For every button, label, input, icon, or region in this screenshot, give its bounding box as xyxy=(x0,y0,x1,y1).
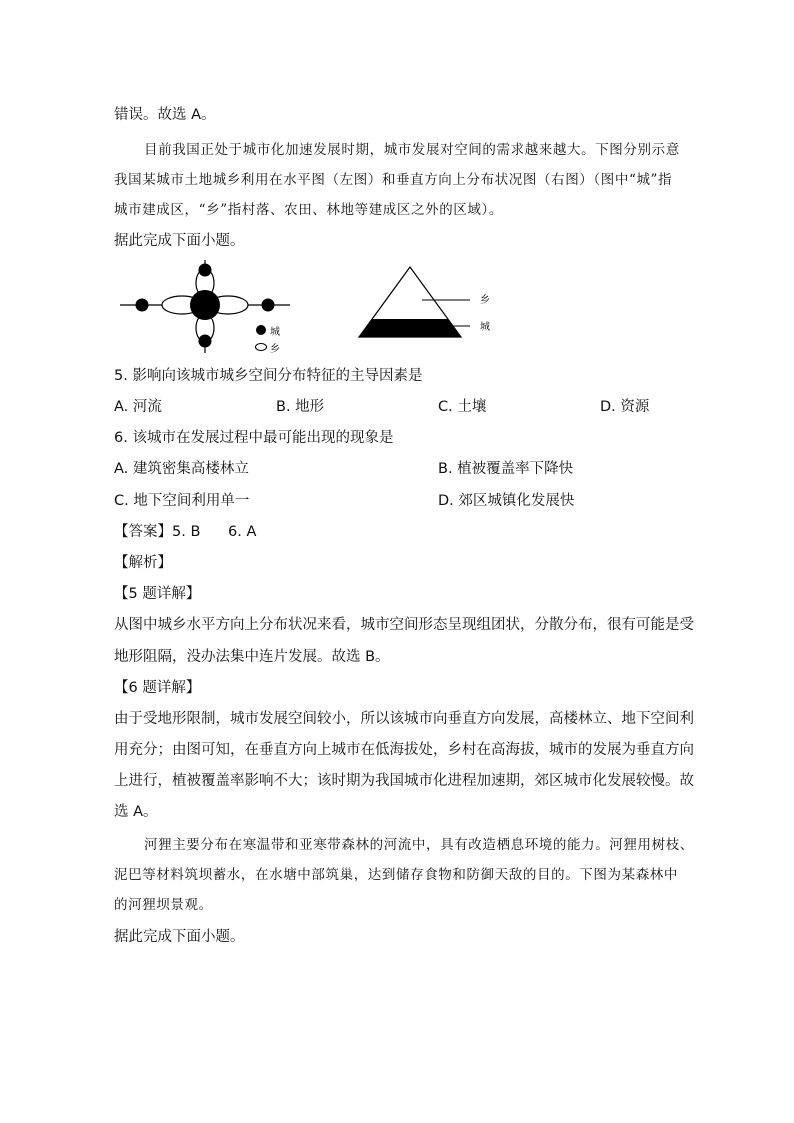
detail-5-line-1: 从图中城乡水平方向上分布状况来看，城市空间形态呈现组团状，分散分布，很有可能是受 xyxy=(114,617,694,633)
beaver-line-2: 泥巴等材料筑坝蓄水，在水塘中部筑巢，达到储存食物和防御天敌的目的。下图为某森林中 xyxy=(114,867,678,883)
city-dot xyxy=(136,299,149,312)
urban-rural-figure xyxy=(110,255,510,365)
q6-option-d: D. 郊区城镇化发展快 xyxy=(438,493,575,509)
q5-option-d: D. 资源 xyxy=(600,399,650,415)
legend-rural-icon xyxy=(256,344,267,351)
q6-option-b: B. 植被覆盖率下降快 xyxy=(438,461,574,477)
analysis-tag: 【解析】 xyxy=(114,555,172,571)
intro-line-3: 城市建成区，“乡”指村落、农田、林地等建成区之外的区域）。 xyxy=(114,202,503,218)
answer-text: 5. B 6. A xyxy=(172,524,257,540)
q5-option-a: A. 河流 xyxy=(114,399,162,415)
triangle-city-label: 城 xyxy=(480,322,490,333)
detail-6-line-4: 选 A。 xyxy=(114,804,158,820)
task-instruction-2: 据此完成下面小题。 xyxy=(114,929,245,945)
answer-tag: 【答案】 xyxy=(114,524,172,540)
horizontal-distribution-diagram xyxy=(120,260,290,355)
city-dot xyxy=(199,335,212,348)
detail-5-tag: 【5 题详解】 xyxy=(114,586,201,602)
q5-option-c: C. 土壤 xyxy=(438,399,487,415)
triangle-rural-label: 乡 xyxy=(480,295,490,306)
answer-line xyxy=(114,520,256,541)
q6-option-c: C. 地下空间利用单一 xyxy=(114,493,250,509)
question-6-stem: 6. 该城市在发展过程中最可能出现的现象是 xyxy=(114,430,394,446)
detail-6-line-3: 上进行，植被覆盖率影响不大；该时期为我国城市化进程加速期，郊区城市化发展较慢。故 xyxy=(114,773,694,789)
detail-6-tag: 【6 题详解】 xyxy=(114,680,201,696)
text-line: 错误。故选 A。 xyxy=(114,107,216,123)
city-center-dot xyxy=(190,290,220,320)
detail-6-line-2: 用充分；由图可知，在垂直方向上城市在低海拔处，乡村在高海拔，城市的发展为垂直方向 xyxy=(114,742,694,758)
city-band xyxy=(359,319,461,337)
detail-5-line-2: 地形阻隔，没办法集中连片发展。故选 B。 xyxy=(114,649,390,665)
intro-line-2: 我国某城市土地城乡利用在水平图（左图）和垂直方向上分布状况图（右图）（图中“城”指 xyxy=(114,172,673,188)
q5-option-b: B. 地形 xyxy=(276,399,325,415)
detail-6-line-1: 由于受地形限制，城市发展空间较小，所以该城市向垂直方向发展，高楼林立、地下空间利 xyxy=(114,711,694,727)
beaver-line-1: 河狸主要分布在寒温带和亚寒带森林的河流中，具有改造栖息环境的能力。河狸用树枝、 xyxy=(144,837,694,853)
city-dot xyxy=(262,299,275,312)
legend-city-icon xyxy=(256,325,266,335)
task-instruction: 据此完成下面小题。 xyxy=(114,233,245,249)
legend-city-label: 城 xyxy=(270,327,280,338)
beaver-line-3: 的河狸坝景观。 xyxy=(114,897,213,913)
vertical-distribution-triangle xyxy=(359,267,490,337)
q6-option-a: A. 建筑密集高楼林立 xyxy=(114,461,249,477)
intro-line-1: 目前我国正处于城市化加速发展时期，城市发展对空间的需求越来越大。下图分别示意 xyxy=(144,142,680,158)
city-dot xyxy=(199,264,212,277)
legend-rural-label: 乡 xyxy=(270,344,280,355)
question-5-stem: 5. 影响向该城市城乡空间分布特征的主导因素是 xyxy=(114,368,423,384)
